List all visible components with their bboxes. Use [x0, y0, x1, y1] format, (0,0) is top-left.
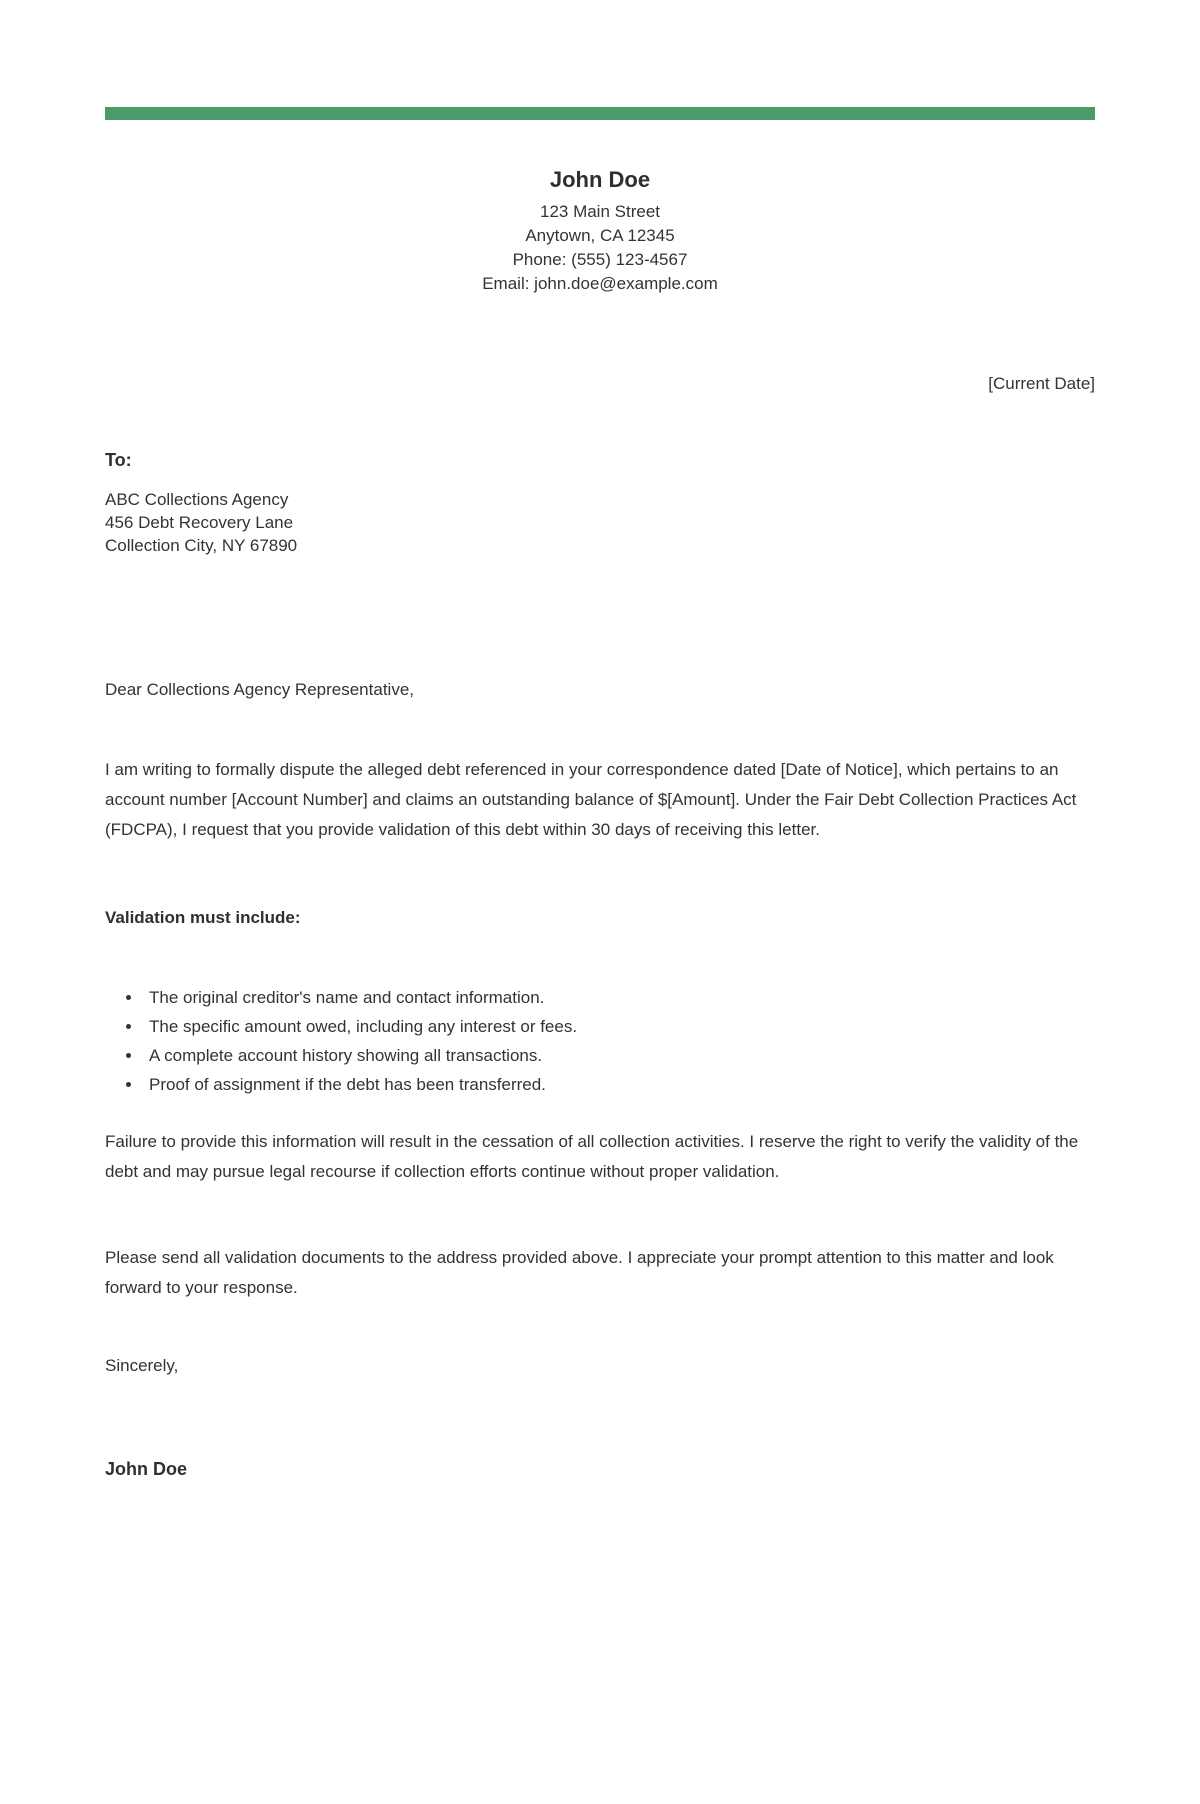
list-item: • Proof of assignment if the debt has been transferred.: [143, 1070, 1095, 1099]
sender-street: 123 Main Street: [539, 202, 660, 221]
body-paragraph-send-documents: Please send all validation documents to the address provided above. I appreciate your prompt attention to this matter and look forward to your response.: [105, 1248, 1054, 1297]
sender-phone: Phone: (555) 123-4567: [512, 250, 688, 269]
letter-page: [0, 107, 1200, 1804]
sender-name: John Doe: [549, 167, 651, 192]
recipient-label: To:: [105, 450, 132, 470]
recipient-street: 456 Debt Recovery Lane: [105, 513, 294, 532]
list-item: • A complete account history showing all transactions.: [143, 1041, 1095, 1070]
sender-header: [105, 166, 1095, 296]
closing: Sincerely,: [105, 1356, 179, 1375]
validation-list-heading: Validation must include:: [105, 908, 301, 927]
body-paragraph-failure-notice: Failure to provide this information will result in the cessation of all collection activities. I reserve the right to verify the validity of the debt and may pursue legal recourse if collection efforts continue without proper validation.: [105, 1132, 1079, 1181]
list-item: • The original creditor's name and contact information.: [143, 983, 1095, 1012]
recipient-address-block: [105, 488, 1095, 557]
validation-list: [105, 983, 1095, 1099]
signature-name: John Doe: [105, 1459, 188, 1479]
accent-bar: [105, 107, 1095, 120]
recipient-city-state-zip: Collection City, NY 67890: [105, 536, 298, 555]
recipient-name: ABC Collections Agency: [105, 490, 289, 509]
sender-city-state-zip: Anytown, CA 12345: [525, 226, 675, 245]
body-paragraph-dispute: I am writing to formally dispute the alleged debt referenced in your correspondence dated [Date of Notice], which pertains to an account number [Account Number] and claims an outstanding balance of $[Amount]. Under the Fair Debt Collection Practices Act (FDCPA), I request that you provide validation of this debt within 30 days of receiving this letter.: [105, 760, 1077, 839]
salutation: Dear Collections Agency Representative,: [105, 680, 414, 699]
letter-date: [Current Date]: [988, 374, 1095, 393]
sender-email: Email: john.doe@example.com: [482, 274, 718, 293]
list-item: • The specific amount owed, including any interest or fees.: [143, 1012, 1095, 1041]
